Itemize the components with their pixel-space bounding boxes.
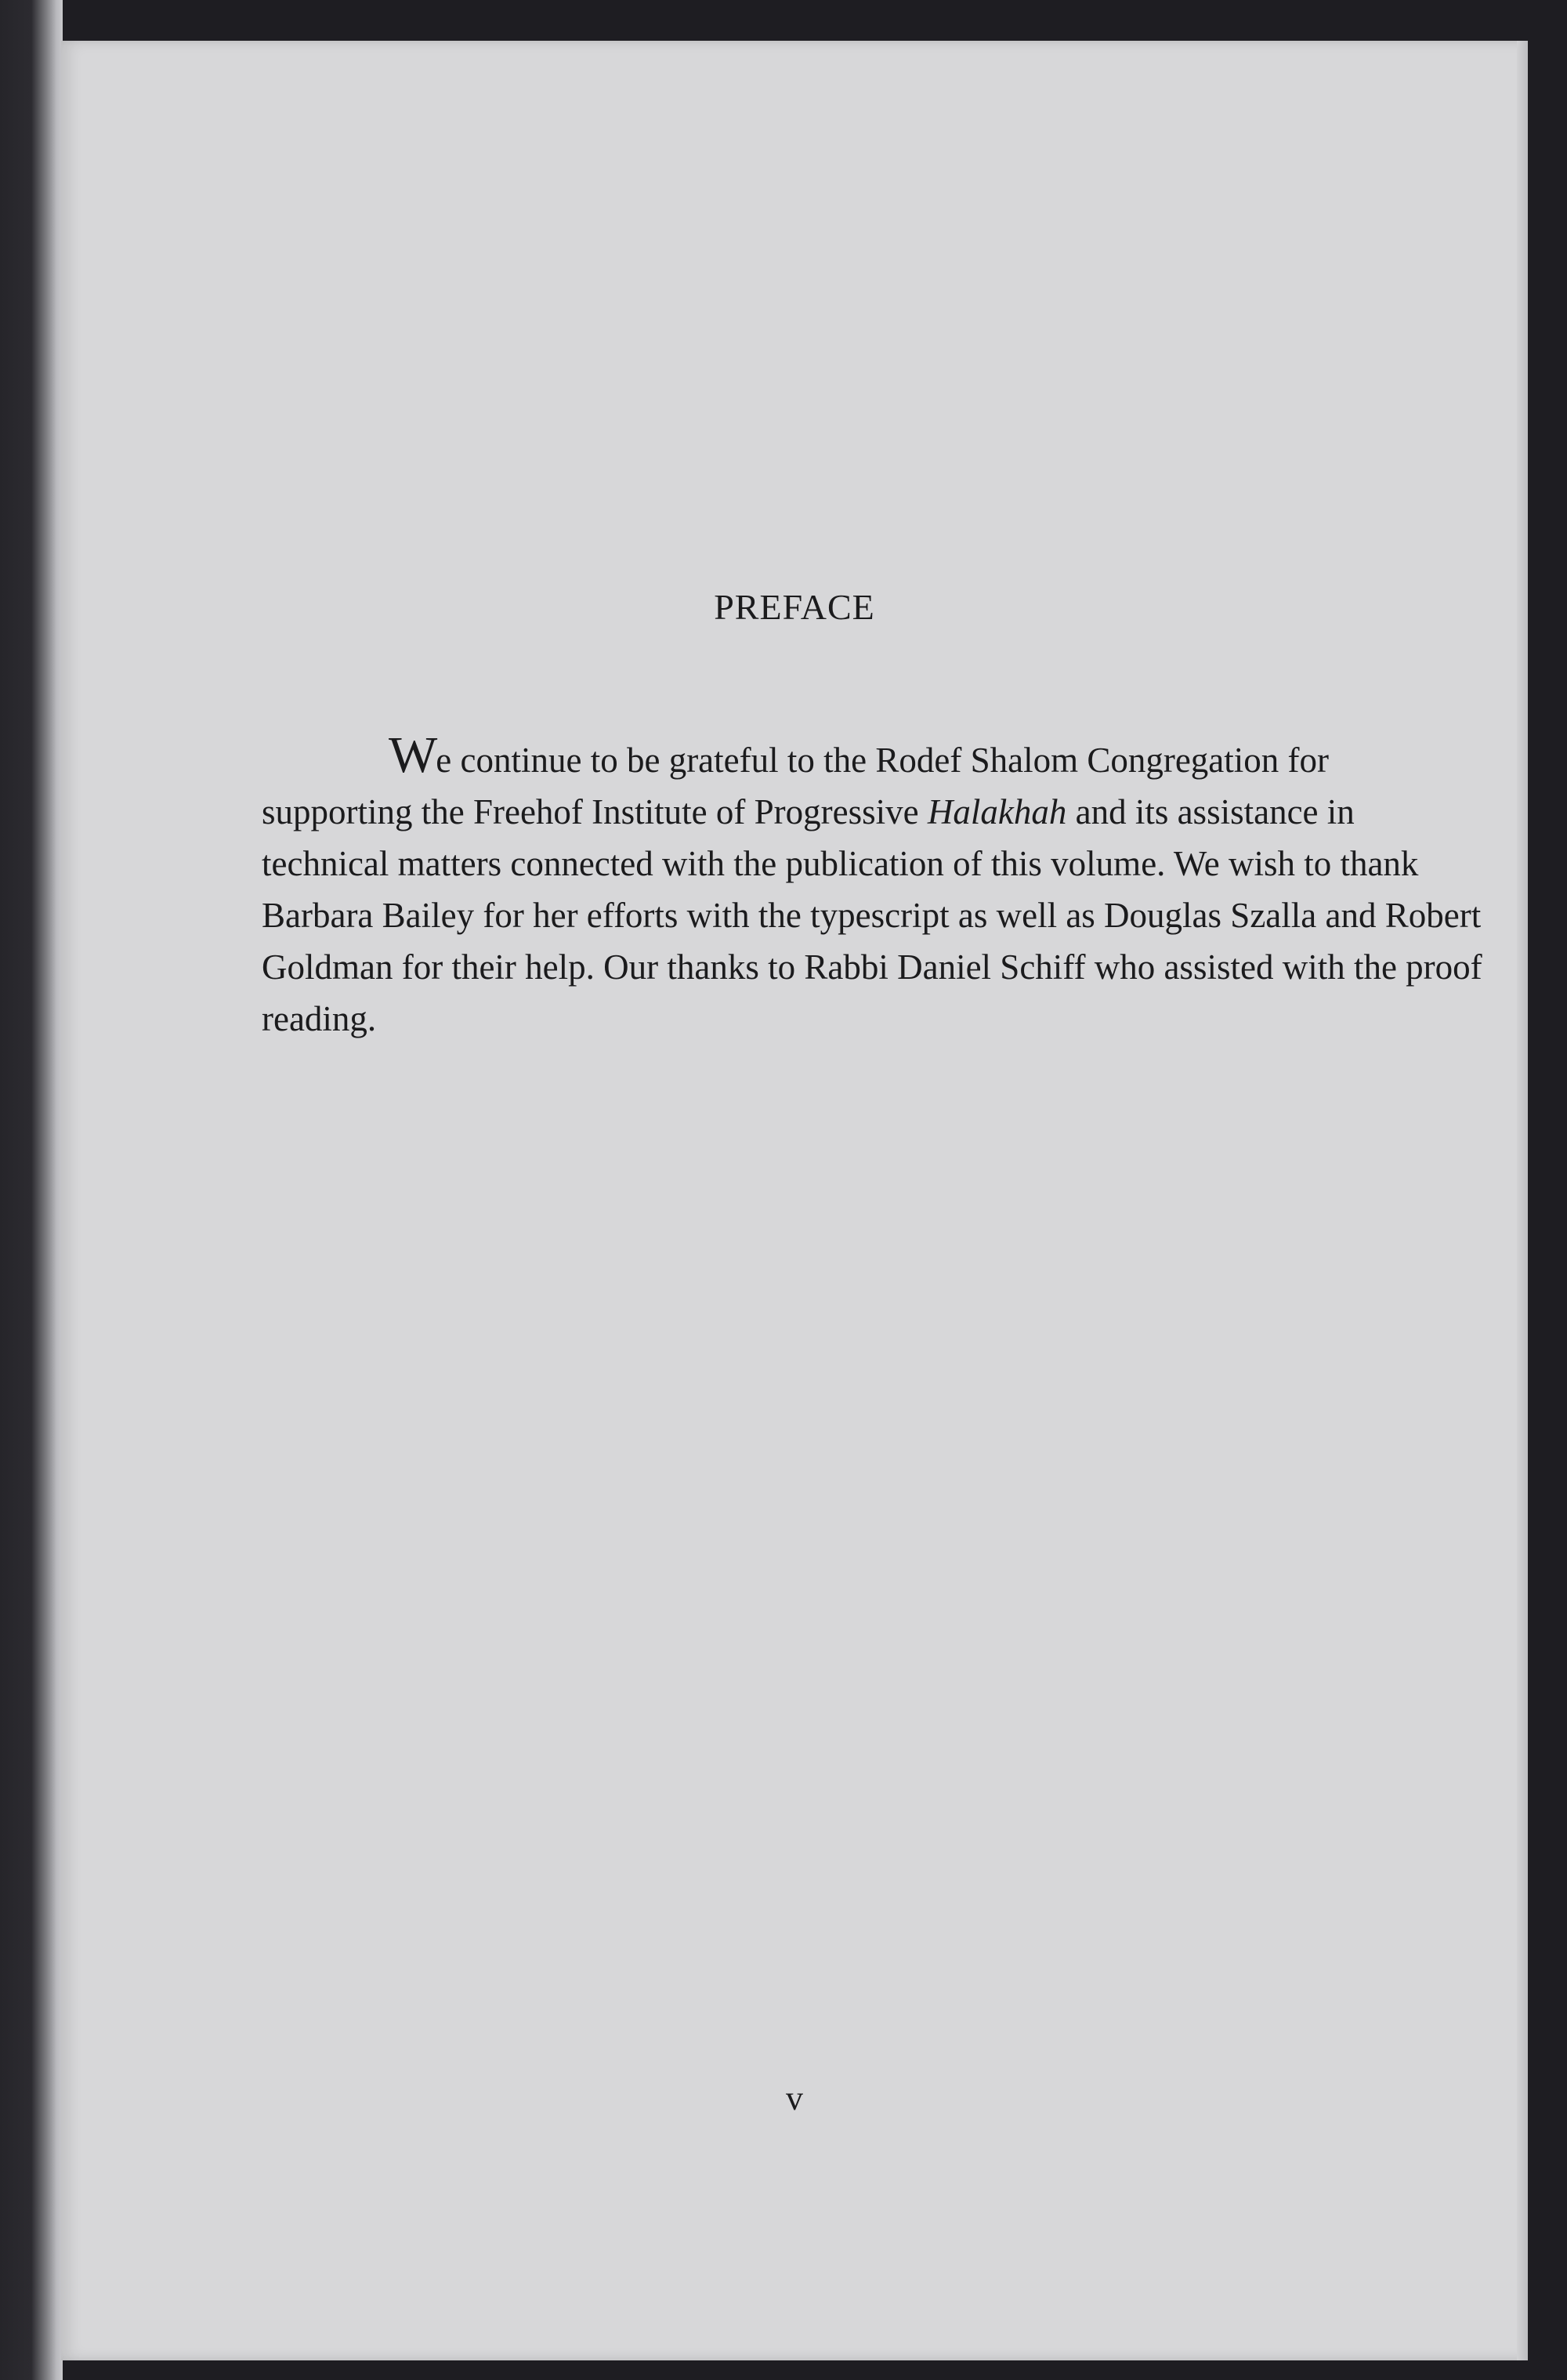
paragraph-text-part-2: and its assistance in technical matters connected with the publication of this volume. We wish to thank Barbara Bailey for her efforts with the typescript as well as Douglas Szalla and Robert Goldman for their help. Our thanks to Rabbi Daniel Schiff who assisted with the proof reading. — [262, 792, 1482, 1038]
page-title: PREFACE — [714, 587, 875, 627]
paragraph-text-part-1: e continue to be grateful to the Rodef Shalom Congregation for supporting the Freehof Institute of Progressive — [262, 741, 1329, 831]
italic-term: Halakhah — [927, 792, 1067, 831]
book-spine-shadow — [0, 0, 63, 2380]
page-sheet — [61, 41, 1528, 2360]
page-number: v — [786, 2079, 803, 2117]
preface-paragraph — [262, 726, 1484, 1045]
initial-letter: W — [389, 726, 436, 784]
page-edge-shadow — [1517, 41, 1528, 2360]
